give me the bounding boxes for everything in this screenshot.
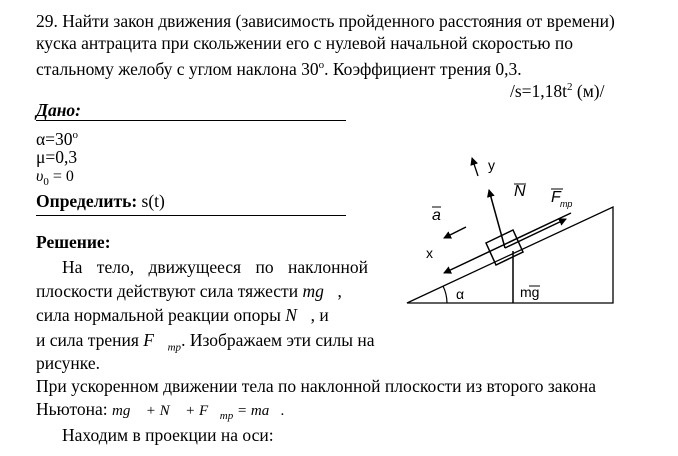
label-N-text: N bbox=[514, 183, 526, 200]
normal-force-symbol: N⃗ bbox=[285, 305, 311, 325]
eq-plus-1: + bbox=[142, 403, 160, 419]
problem-line-3-text: стальному желобу с углом наклона 30 bbox=[36, 58, 319, 79]
y-axis-arrow bbox=[472, 158, 478, 176]
label-a-text: a bbox=[432, 207, 441, 224]
find-value: s(t) bbox=[137, 191, 165, 211]
eq-period: . bbox=[280, 403, 285, 419]
label-y: y bbox=[488, 157, 495, 173]
solution-line-3-tail: , и bbox=[310, 305, 329, 325]
problem-line-3 bbox=[36, 54, 522, 80]
eq-ma: ma⃗ bbox=[250, 403, 281, 419]
friction-subscript: тр bbox=[167, 341, 182, 354]
v-symbol: υ bbox=[36, 168, 44, 185]
given-mu: μ=0,3 bbox=[36, 147, 78, 167]
eq-equals: = bbox=[233, 403, 251, 419]
given-heading: Дано: bbox=[36, 101, 346, 121]
normal-force-arrow bbox=[489, 190, 505, 248]
angle-arc bbox=[443, 286, 447, 303]
eq-F-subscript: тр bbox=[219, 410, 234, 422]
gravity-symbol: mg⃗ bbox=[302, 281, 338, 301]
solution-line-6: При ускоренном движении тела по наклонной плоскости из второго закона bbox=[36, 376, 597, 396]
friction-symbol bbox=[143, 330, 182, 354]
answer-text: /s=1,18t bbox=[510, 80, 568, 101]
newton-equation bbox=[112, 403, 285, 422]
label-N bbox=[514, 183, 526, 200]
answer-exponent: 2 bbox=[567, 81, 573, 93]
label-alpha: α bbox=[456, 286, 465, 302]
problem-line-1: 29. Найти закон движения (зависимость пройденного расстояния от времени) bbox=[36, 11, 615, 31]
label-F bbox=[551, 189, 572, 209]
eq-mg: mg⃗ bbox=[112, 403, 142, 419]
solution-line-7-text: Ньютона: bbox=[36, 399, 112, 419]
v-value: = 0 bbox=[48, 168, 74, 185]
solution-line-2-text: плоскости действуют сила тяжести bbox=[36, 281, 303, 301]
newton-law-line bbox=[36, 398, 285, 427]
label-x: x bbox=[426, 245, 433, 261]
solution-line-2 bbox=[36, 280, 342, 302]
degree-sign: о bbox=[318, 59, 325, 71]
solution-line-1: На тело, движущееся по наклонной bbox=[62, 257, 368, 277]
solution-heading: Решение: bbox=[36, 232, 111, 252]
friction-letter: F⃗ bbox=[143, 330, 168, 350]
acceleration-arrow bbox=[444, 227, 466, 238]
eq-F: F⃗ bbox=[198, 403, 220, 419]
label-F-text: F bbox=[551, 189, 561, 206]
answer bbox=[510, 76, 605, 102]
solution-line-4-text: и сила трения bbox=[36, 330, 144, 350]
find-line bbox=[36, 190, 165, 212]
label-F-sub: тр bbox=[560, 199, 573, 209]
alpha-symbol: α bbox=[36, 128, 46, 149]
solution-line-5: рисунке. bbox=[36, 353, 100, 373]
answer-unit: (м)/ bbox=[572, 80, 605, 101]
solution-line-3 bbox=[36, 304, 329, 326]
alpha-value: =30 bbox=[45, 128, 73, 149]
problem-line-3-tail: . Коэффициент трения 0,3. bbox=[324, 58, 522, 79]
label-mg: mg bbox=[520, 284, 540, 300]
solution-line-4-tail: . Изображаем эти силы на bbox=[181, 330, 375, 350]
solution-line-3-text: сила нормальной реакции опоры bbox=[36, 305, 286, 325]
eq-N: N⃗ bbox=[159, 403, 182, 419]
solution-line-2-tail: , bbox=[337, 281, 342, 301]
eq-plus-2: + bbox=[181, 403, 199, 419]
x-axis-arrow bbox=[444, 213, 571, 273]
problem-line-2: куска антрацита при скольжении его с нулевой начальной скоростью по bbox=[36, 33, 573, 53]
label-a bbox=[432, 207, 441, 224]
alpha-degree: о bbox=[72, 129, 79, 141]
solution-line-8: Находим в проекции на оси: bbox=[62, 425, 274, 445]
incline-diagram bbox=[400, 150, 640, 310]
find-label: Определить: bbox=[36, 191, 138, 211]
v-subscript: 0 bbox=[43, 176, 49, 189]
given-divider bbox=[36, 215, 346, 216]
